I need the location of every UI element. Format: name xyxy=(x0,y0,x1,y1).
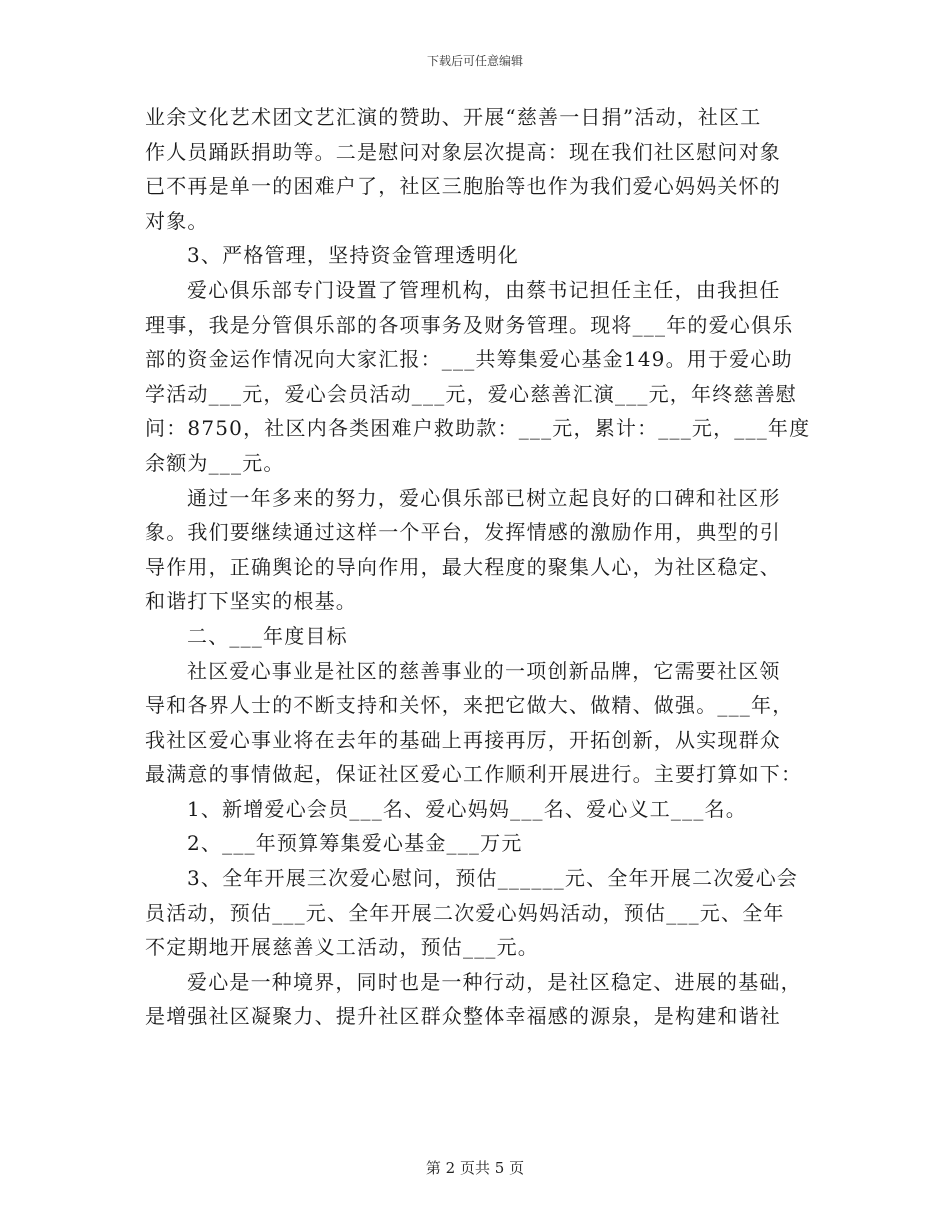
list-item: 3、全年开展三次爱心慰问，预估______元、全年开展二次爱心会 xyxy=(187,866,799,891)
page-footer: 第 2 页共 5 页 xyxy=(425,1159,525,1177)
text-line: 是增强社区凝聚力、提升社区群众整体幸福感的源泉，是构建和谐社 xyxy=(145,1004,781,1029)
paragraph-start: 爱心是一种境界，同时也是一种行动，是社区稳定、进展的基础， xyxy=(187,969,802,994)
paragraph-start: 爱心俱乐部专门设置了管理机构，由蔡书记担任主任，由我担任 xyxy=(187,277,781,302)
paragraph-start: 通过一年多来的努力，爱心俱乐部已树立起良好的口碑和社区形 xyxy=(187,485,781,510)
text-line: 对象。 xyxy=(145,208,209,233)
text-line: 我社区爱心事业将在去年的基础上再接再厉，开拓创新，从实现群众 xyxy=(145,727,781,752)
list-item: 1、新增爱心会员___名、爱心妈妈___名、爱心义工___名。 xyxy=(187,796,747,821)
text-line: 员活动，预估___元、全年开展二次爱心妈妈活动，预估___元、全年 xyxy=(145,900,785,925)
text-line: 作人员踊跃捐助等。二是慰问对象层次提高：现在我们社区慰问对象 xyxy=(145,139,781,164)
section-heading: 3、严格管理，坚持资金管理透明化 xyxy=(187,243,519,268)
text-line: 已不再是单一的困难户了，社区三胞胎等也作为我们爱心妈妈关怀的 xyxy=(145,174,781,199)
list-item: 2、___年预算筹集爱心基金___万元 xyxy=(187,831,523,856)
text-line: 最满意的事情做起，保证社区爱心工作顺利开展进行。主要打算如下： xyxy=(145,762,803,787)
text-line: 理事，我是分管俱乐部的各项事务及财务管理。现将___年的爱心俱乐 xyxy=(145,312,794,337)
text-line: 象。我们要继续通过这样一个平台，发挥情感的激励作用，典型的引 xyxy=(145,520,781,545)
text-line: 导和各界人士的不断支持和关怀，来把它做大、做精、做强。___年， xyxy=(145,693,794,718)
text-line: 和谐打下坚实的根基。 xyxy=(145,589,357,614)
text-line: 学活动___元，爱心会员活动___元，爱心慈善汇演___元，年终慈善慰 xyxy=(145,381,797,406)
section-heading: 二、___年度目标 xyxy=(187,623,348,648)
text-line: 导作用，正确舆论的导向作用，最大程度的聚集人心，为社区稳定、 xyxy=(145,554,781,579)
text-line: 部的资金运作情况向大家汇报：___共筹集爱心基金149。用于爱心助 xyxy=(145,347,793,372)
text-line: 余额为___元。 xyxy=(145,450,285,475)
text-line: 业余文化艺术团文艺汇演的赞助、开展“慈善一日捐”活动，社区工 xyxy=(145,105,762,129)
text-line: 不定期地开展慈善义工活动，预估___元。 xyxy=(145,935,539,960)
page-header: 下载后可任意编辑 xyxy=(426,54,523,68)
paragraph-start: 社区爱心事业是社区的慈善事业的一项创新品牌，它需要社区领 xyxy=(187,658,781,683)
document-body xyxy=(145,100,810,1034)
text-line: 问：8750，社区内各类困难户救助款：___元，累计：___元，___年度 xyxy=(145,416,811,441)
